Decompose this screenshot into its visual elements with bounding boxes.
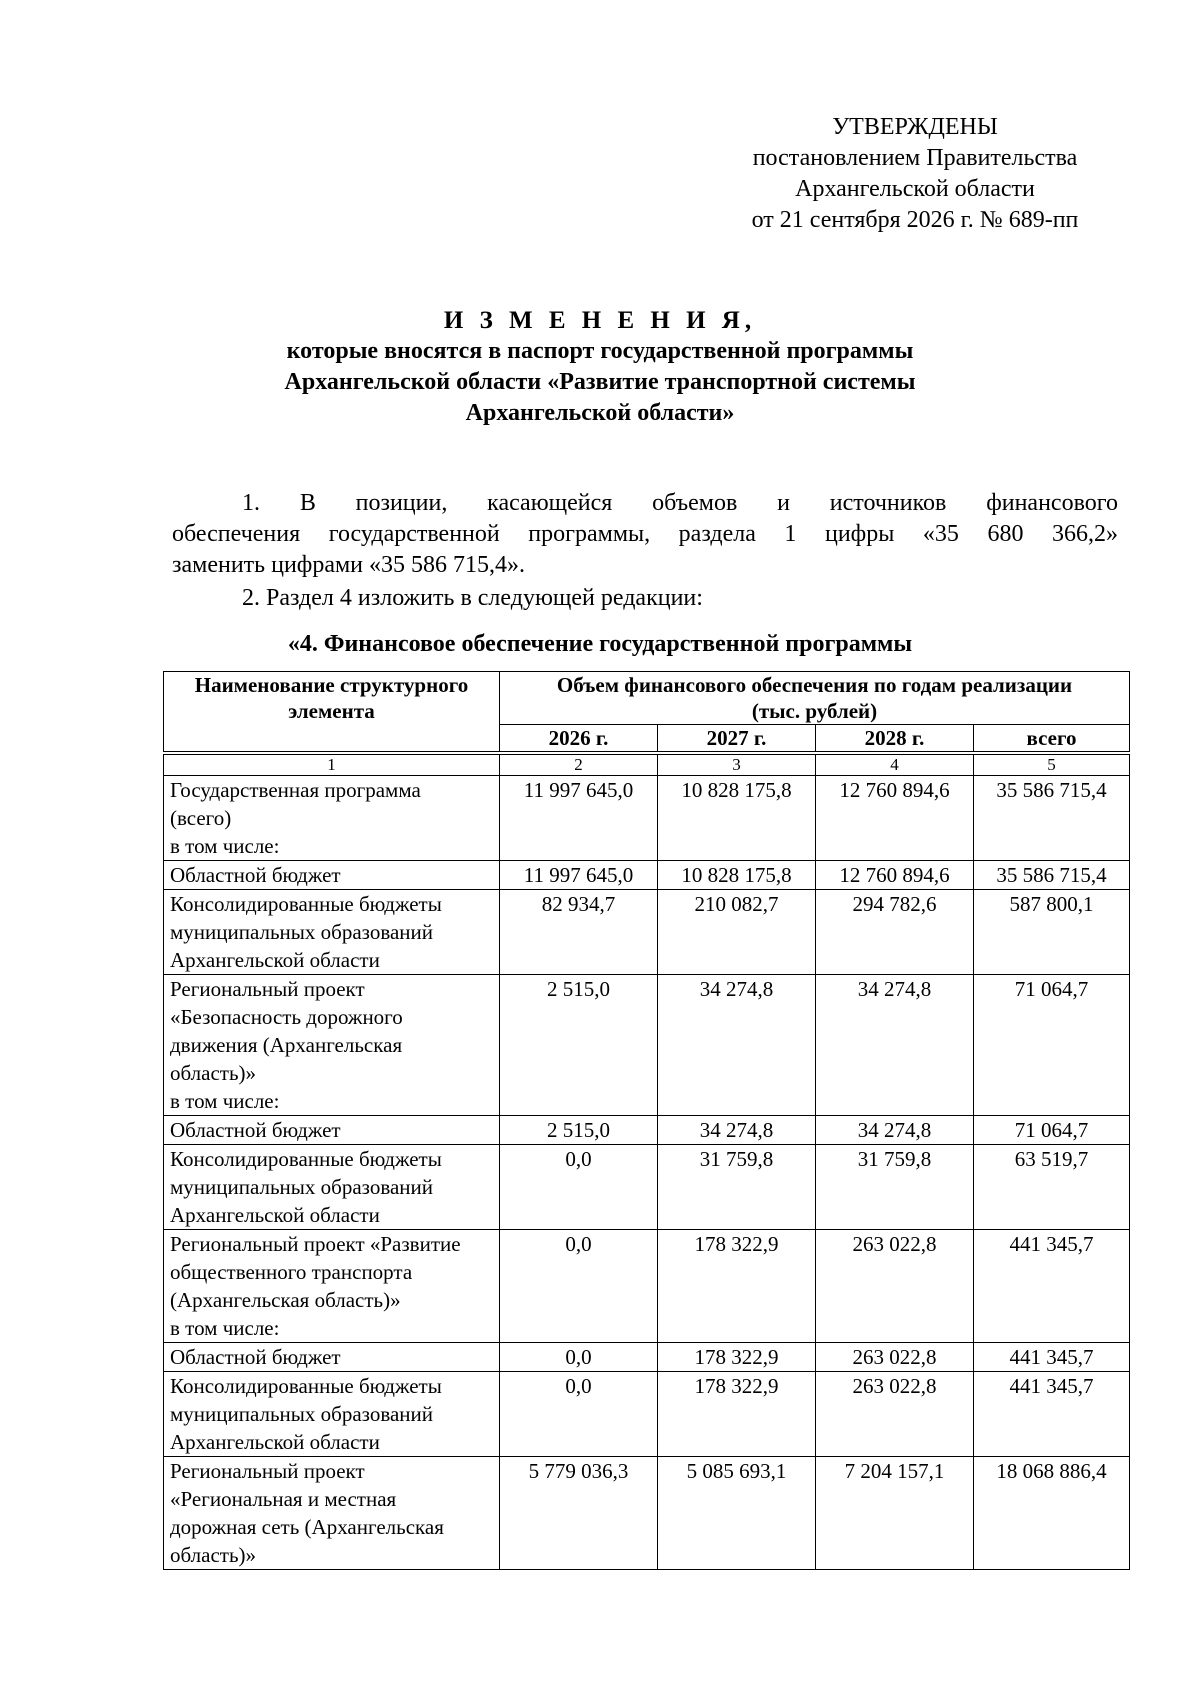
row-name-line: дорожная сеть (Архангельская xyxy=(170,1515,444,1539)
row-name xyxy=(164,1116,500,1145)
row-value: 35 586 715,4 xyxy=(974,776,1130,861)
row-name-line: Архангельской области xyxy=(170,948,380,972)
row-value: 10 828 175,8 xyxy=(658,776,816,861)
row-name xyxy=(164,861,500,890)
row-value: 441 345,7 xyxy=(974,1230,1130,1343)
approval-line-4: от 21 сентября 2026 г. № 689-пп xyxy=(751,207,1079,233)
row-name-line: Областной бюджет xyxy=(170,1118,341,1142)
row-value: 263 022,8 xyxy=(816,1372,974,1457)
row-name-line: муниципальных образований xyxy=(170,920,433,944)
approval-block xyxy=(690,112,1140,236)
row-value: 12 760 894,6 xyxy=(816,861,974,890)
row-value: 441 345,7 xyxy=(974,1343,1130,1372)
row-value: 11 997 645,0 xyxy=(500,776,658,861)
row-name-line: Консолидированные бюджеты xyxy=(170,1147,442,1171)
approval-line-3: Архангельской области xyxy=(795,176,1035,202)
row-value: 31 759,8 xyxy=(816,1145,974,1230)
header-volume: Объем финансового обеспечения по годам реализации (тыс. рублей) xyxy=(500,672,1130,725)
title-line-1: которые вносятся в паспорт государственной программы xyxy=(286,338,914,364)
paragraph-1-line-2: обеспечения государственной программы, раздела 1 цифры «35 680 366,2» xyxy=(172,521,1118,547)
row-name-line: Региональный проект «Развитие xyxy=(170,1232,461,1256)
row-name-line: область)» xyxy=(170,1061,257,1085)
row-value: 71 064,7 xyxy=(974,975,1130,1116)
paragraph-1 xyxy=(172,488,1118,581)
row-value: 18 068 886,4 xyxy=(974,1457,1130,1570)
row-value: 178 322,9 xyxy=(658,1343,816,1372)
document-title xyxy=(150,305,1050,429)
row-value: 82 934,7 xyxy=(500,890,658,975)
row-value: 34 274,8 xyxy=(816,1116,974,1145)
row-value: 0,0 xyxy=(500,1372,658,1457)
row-value: 263 022,8 xyxy=(816,1343,974,1372)
row-name xyxy=(164,1457,500,1570)
row-value: 71 064,7 xyxy=(974,1116,1130,1145)
row-value: 34 274,8 xyxy=(658,975,816,1116)
row-name-line: (всего) xyxy=(170,806,232,830)
row-value: 34 274,8 xyxy=(816,975,974,1116)
paragraph-1-line-3: заменить цифрами «35 586 715,4». xyxy=(172,552,526,578)
table-row xyxy=(164,975,1130,1116)
row-name xyxy=(164,975,500,1116)
row-name-line: движения (Архангельская xyxy=(170,1033,403,1057)
financing-table xyxy=(163,671,1130,1570)
approval-line-2: постановлением Правительства xyxy=(752,145,1078,171)
column-number: 2 xyxy=(500,755,658,776)
row-value: 5 779 036,3 xyxy=(500,1457,658,1570)
row-value: 178 322,9 xyxy=(658,1372,816,1457)
row-name xyxy=(164,890,500,975)
header-year-2028: 2028 г. xyxy=(816,725,974,752)
table-body xyxy=(164,776,1130,1570)
row-value: 0,0 xyxy=(500,1145,658,1230)
row-name-line: муниципальных образований xyxy=(170,1175,433,1199)
header-name: Наименование структурного элемента xyxy=(164,672,500,752)
row-name xyxy=(164,1145,500,1230)
row-value: 10 828 175,8 xyxy=(658,861,816,890)
header-year-2026: 2026 г. xyxy=(500,725,658,752)
paragraph-1-line-1: 1. В позиции, касающейся объемов и источников финансового xyxy=(242,490,1118,516)
row-value: 263 022,8 xyxy=(816,1230,974,1343)
row-value: 210 082,7 xyxy=(658,890,816,975)
table-row xyxy=(164,1343,1130,1372)
column-numbers-row xyxy=(164,755,1130,776)
row-name-line: Архангельской области xyxy=(170,1430,380,1454)
row-value: 63 519,7 xyxy=(974,1145,1130,1230)
row-name-line: «Безопасность дорожного xyxy=(170,1005,403,1029)
row-name-line: «Региональная и местная xyxy=(170,1487,397,1511)
table-row xyxy=(164,1372,1130,1457)
row-name-line: Областной бюджет xyxy=(170,863,341,887)
row-value: 31 759,8 xyxy=(658,1145,816,1230)
row-name-line: область)» xyxy=(170,1543,257,1567)
approval-line-1: УТВЕРЖДЕНЫ xyxy=(832,114,998,140)
row-name-line: в том числе: xyxy=(170,1316,280,1340)
row-name-line: в том числе: xyxy=(170,1089,280,1113)
title-main: И З М Е Н Е Н И Я, xyxy=(443,307,757,334)
table-header-row xyxy=(164,672,1130,725)
row-name-line: Консолидированные бюджеты xyxy=(170,1374,442,1398)
title-line-3: Архангельской области» xyxy=(465,400,735,426)
row-name-line: в том числе: xyxy=(170,834,280,858)
table-row xyxy=(164,890,1130,975)
table-row xyxy=(164,1145,1130,1230)
header-total: всего xyxy=(974,725,1130,752)
paragraph-2: 2. Раздел 4 изложить в следующей редакции: xyxy=(242,585,703,611)
row-value: 0,0 xyxy=(500,1343,658,1372)
column-number: 3 xyxy=(658,755,816,776)
table-row xyxy=(164,776,1130,861)
table-row xyxy=(164,1457,1130,1570)
row-value: 11 997 645,0 xyxy=(500,861,658,890)
row-name xyxy=(164,1372,500,1457)
header-year-2027: 2027 г. xyxy=(658,725,816,752)
row-value: 441 345,7 xyxy=(974,1372,1130,1457)
table-row xyxy=(164,1230,1130,1343)
row-name xyxy=(164,1230,500,1343)
row-name-line: Областной бюджет xyxy=(170,1345,341,1369)
row-value: 294 782,6 xyxy=(816,890,974,975)
section-title: «4. Финансовое обеспечение государственной программы xyxy=(287,631,913,657)
row-value: 5 085 693,1 xyxy=(658,1457,816,1570)
row-value: 178 322,9 xyxy=(658,1230,816,1343)
row-name xyxy=(164,1343,500,1372)
row-value: 34 274,8 xyxy=(658,1116,816,1145)
row-value: 12 760 894,6 xyxy=(816,776,974,861)
title-line-2: Архангельской области «Развитие транспортной системы xyxy=(284,369,916,395)
row-name-line: общественного транспорта xyxy=(170,1260,413,1284)
row-value: 0,0 xyxy=(500,1230,658,1343)
row-name-line: Региональный проект xyxy=(170,977,365,1001)
row-value: 2 515,0 xyxy=(500,1116,658,1145)
table-row xyxy=(164,1116,1130,1145)
row-value: 2 515,0 xyxy=(500,975,658,1116)
row-name-line: Консолидированные бюджеты xyxy=(170,892,442,916)
column-number: 1 xyxy=(164,755,500,776)
column-number: 5 xyxy=(974,755,1130,776)
row-name-line: (Архангельская область)» xyxy=(170,1288,401,1312)
row-name-line: Региональный проект xyxy=(170,1459,365,1483)
row-name-line: Государственная программа xyxy=(170,778,421,802)
row-name-line: муниципальных образований xyxy=(170,1402,433,1426)
table-row xyxy=(164,861,1130,890)
row-value: 7 204 157,1 xyxy=(816,1457,974,1570)
row-value: 587 800,1 xyxy=(974,890,1130,975)
row-value: 35 586 715,4 xyxy=(974,861,1130,890)
row-name xyxy=(164,776,500,861)
row-name-line: Архангельской области xyxy=(170,1203,380,1227)
column-number: 4 xyxy=(816,755,974,776)
